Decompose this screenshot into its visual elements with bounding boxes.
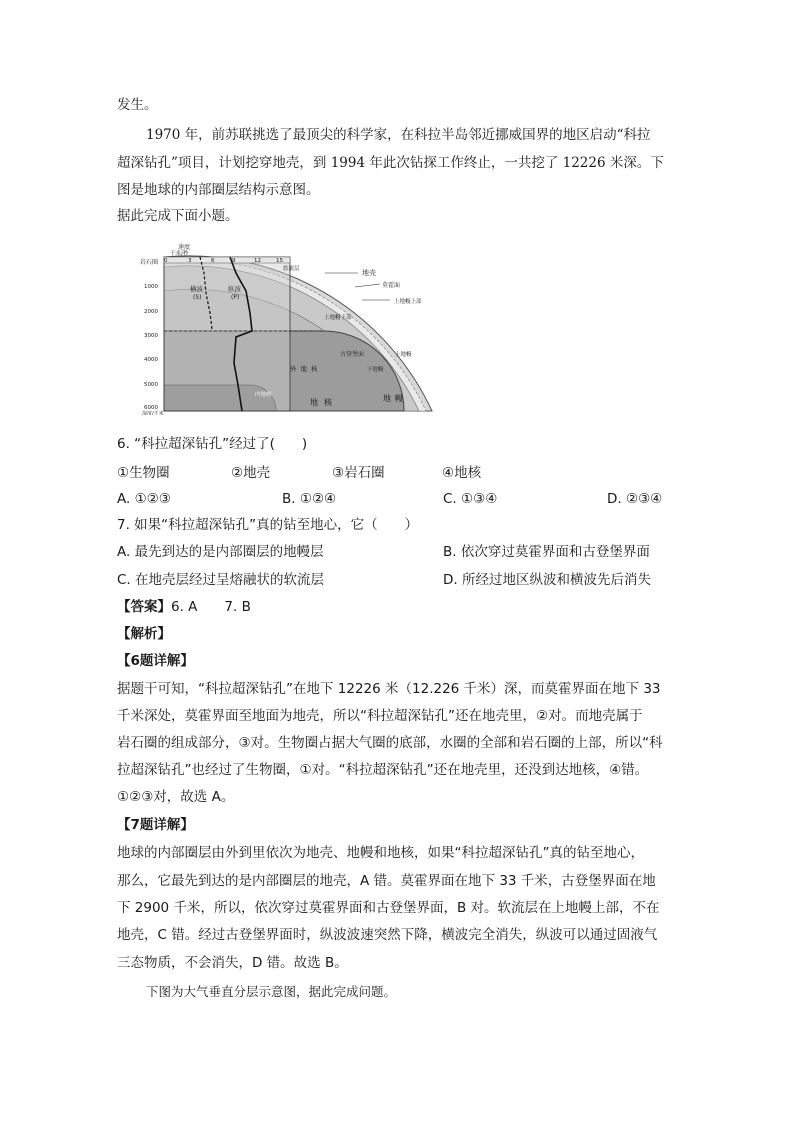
answer-text: 6. A 7. B <box>171 599 251 615</box>
upper-mantle-bottom-label: 上地幔下部 <box>324 315 352 321</box>
next-question-intro: 下图为大气垂直分层示意图，据此完成问题。 <box>146 984 397 999</box>
q6-option-d[interactable]: D. ②③④ <box>607 491 663 507</box>
crust-label: 地壳 <box>362 269 376 277</box>
depth-tick-6000: 6000 <box>144 405 158 411</box>
speed-label: 速度 <box>178 244 191 251</box>
detail6-tag: 【6题详解】 <box>117 653 194 669</box>
depth-tick-4000: 4000 <box>144 357 158 363</box>
depth-tick-5000: 5000 <box>144 382 158 388</box>
intro-line-1: 1970 年，前苏联挑选了最顶尖的科学家，在科拉半岛邻近挪威国界的地区启动“科拉 <box>146 127 651 143</box>
q6-item-3: ③岩石圈 <box>332 465 385 481</box>
q6-option-b[interactable]: B. ①②④ <box>282 491 337 507</box>
speed-tick-4: 12 <box>254 258 261 264</box>
q6-stem: 6. “科拉超深钻孔”经过了( ) <box>117 436 308 452</box>
detail7-line-2: 那么，它最先到达的是内部圈层的地壳，A 错。莫霍界面在地下 33 千米，古登堡界面在地 <box>117 873 656 889</box>
lower-mantle-label: 下地幔 <box>367 367 384 373</box>
detail6-line-1: 据题干可知，“科拉超深钻孔”在地下 12226 米（12.226 千米）深，而莫霍界面在地下 33 <box>117 681 661 697</box>
earth-structure-diagram <box>140 243 440 415</box>
intro-line-2: 超深钻孔”项目，计划挖穿地壳，到 1994 年此次钻探工作终止，一共挖了 12226 米深。下 <box>117 155 664 171</box>
depth-axis-label: 深度/千米 <box>142 411 164 415</box>
intro-line-4: 据此完成下面小题。 <box>117 208 239 224</box>
q6-item-1: ①生物圈 <box>117 465 170 481</box>
p-wave-symbol: (P) <box>231 294 240 301</box>
detail6-line-4: 拉超深钻孔”也经过了生物圈，①对。“科拉超深钻孔”还在地壳里，还没到达地核，④错。 <box>117 762 649 778</box>
speed-tick-1: 3 <box>188 258 192 264</box>
s-wave-label: 横波 <box>190 285 203 293</box>
q7-option-b[interactable]: B. 依次穿过莫霍界面和古登堡界面 <box>443 544 650 560</box>
depth-tick-3000: 3000 <box>144 333 158 339</box>
intro-line-0: 发生。 <box>117 97 158 113</box>
core-label: 地核 <box>310 398 338 407</box>
q7-option-d[interactable]: D. 所经过地区纵波和横波先后消失 <box>443 572 651 588</box>
depth-tick-1000: 1000 <box>144 284 158 290</box>
q6-item-2: ②地壳 <box>231 465 271 481</box>
speed-unit: 千米/秒 <box>170 251 189 257</box>
detail7-line-3: 下 2900 千米，所以，依次穿过莫霍界面和古登堡界面，B 对。软流层在上地幔上部，不在 <box>117 900 660 916</box>
lithosphere-label: 岩石圈 <box>140 259 159 266</box>
speed-tick-2: 6 <box>211 258 215 264</box>
speed-tick-3: 9 <box>232 258 236 264</box>
detail6-line-3: 岩石圈的组成部分，③对。生物圈占据大气圈的底部，水圈的全部和岩石圈的上部，所以“科 <box>117 735 663 751</box>
detail7-line-1: 地球的内部圈层由外到里依次为地壳、地幔和地核，如果“科拉超深钻孔”真的钻至地心， <box>117 845 644 861</box>
upper-mantle-top-label: 上地幔上部 <box>394 299 422 305</box>
analysis-tag: 【解析】 <box>117 626 171 642</box>
outer-core-label: 外地核 <box>290 365 322 373</box>
gutenberg-label: 古登堡面 <box>340 351 365 358</box>
depth-tick-2000: 2000 <box>144 309 158 315</box>
q7-stem: 7. 如果“科拉超深钻孔”真的钻至地心，它（ ） <box>117 517 419 533</box>
earth-structure-figure <box>140 243 440 415</box>
q6-option-a[interactable]: A. ①②③ <box>117 491 171 507</box>
detail7-line-4: 地壳，C 错。经过古登堡界面时，纵波波速突然下降，横波完全消失，纵波可以通过固液气 <box>117 927 658 943</box>
detail7-tag: 【7题详解】 <box>117 817 194 833</box>
detail6-line-2: 千米深处，莫霍界面至地面为地壳，所以“科拉超深钻孔”还在地壳里，②对。而地壳属于 <box>117 708 643 724</box>
answer-tag: 【答案】 <box>117 599 171 615</box>
q6-option-c[interactable]: C. ①③④ <box>443 491 498 507</box>
q6-item-4: ④地核 <box>442 465 482 481</box>
detail6-line-5: ①②③对，故选 A。 <box>117 789 235 805</box>
inner-core-label: 内地核 <box>255 392 272 398</box>
upper-mantle-label: 上地幔 <box>395 352 412 358</box>
asthenosphere-label: 软流层 <box>283 266 300 272</box>
q7-option-a[interactable]: A. 最先到达的是内部圈层的地幔层 <box>117 544 324 560</box>
mantle-label: 地幔 <box>383 394 407 403</box>
speed-tick-0: 0 <box>164 258 168 264</box>
detail7-line-5: 三态物质，不会消失，D 错。故选 B。 <box>117 955 348 971</box>
q7-option-c[interactable]: C. 在地壳层经过呈熔融状的软流层 <box>117 572 325 588</box>
p-wave-label: 纵波 <box>228 285 241 293</box>
speed-tick-5: 15 <box>276 258 283 264</box>
answer-line <box>117 598 251 616</box>
s-wave-symbol: (S) <box>193 294 202 301</box>
intro-line-3: 图是地球的内部圈层结构示意图。 <box>117 182 320 198</box>
moho-label: 莫霍面 <box>382 282 401 289</box>
